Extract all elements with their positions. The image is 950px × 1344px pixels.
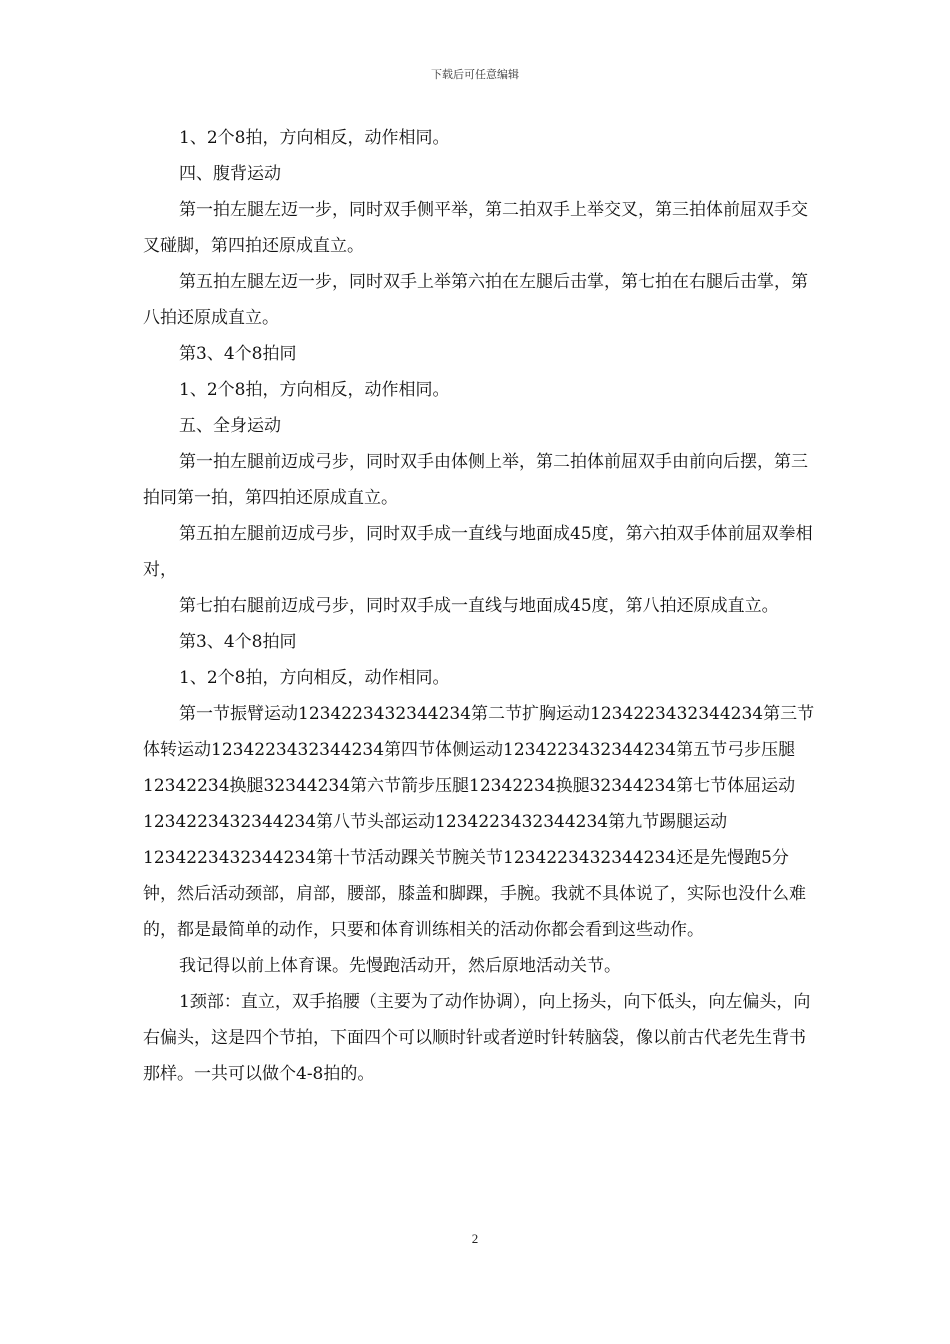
page-number: 2 (471, 1231, 479, 1246)
paragraph: 第一节振臂运动1234223432344234第二节扩胸运动1234223432344234第三节体转运动1234223432344234第四节体侧运动1234223432344234第五节弓步压腿12342234换腿32344234第六节箭步压腿12342234换腿32344234第七节体屈运动1234223432344234第八节头部运动1234223432344234第九节踢腿运动1234223432344234第十节活动踝关节腕关节1234223432344234还是先慢跑5分钟，然后活动颈部，肩部，腰部，膝盖和脚踝，手腕。我就不具体说了，实际也没什么难的，都是最简单的动作，只要和体育训练相关的活动你都会看到这些动作。 (143, 704, 815, 940)
section-heading: 四、腹背运动 (179, 164, 281, 184)
paragraph: 1颈部：直立，双手掐腰（主要为了动作协调），向上扬头，向下低头，向左偏头，向右偏头，这是四个节拍，下面四个可以顺时针或者逆时针转脑袋，像以前古代老先生背书那样。一共可以做个4-8拍的。 (143, 992, 811, 1084)
paragraph: 第一拍左腿前迈成弓步，同时双手由体侧上举，第二拍体前屈双手由前向后摆，第三拍同第一拍，第四拍还原成直立。 (143, 452, 808, 508)
page-header: 下载后可任意编辑 (431, 68, 519, 81)
paragraph: 第3、4个8拍同 (179, 344, 297, 364)
document-body (143, 120, 815, 1092)
paragraph: 1、2个8拍，方向相反，动作相同。 (179, 380, 450, 400)
paragraph: 第3、4个8拍同 (179, 632, 297, 652)
paragraph: 第五拍左腿左迈一步，同时双手上举第六拍在左腿后击掌，第七拍在右腿后击掌，第八拍还原成直立。 (143, 272, 808, 328)
paragraph: 我记得以前上体育课。先慢跑活动开，然后原地活动关节。 (179, 956, 621, 976)
section-heading: 五、全身运动 (179, 416, 281, 436)
paragraph: 第一拍左腿左迈一步，同时双手侧平举，第二拍双手上举交叉，第三拍体前屈双手交叉碰脚，第四拍还原成直立。 (143, 200, 808, 256)
paragraph: 第七拍右腿前迈成弓步，同时双手成一直线与地面成45度，第八拍还原成直立。 (179, 596, 779, 616)
paragraph: 第五拍左腿前迈成弓步，同时双手成一直线与地面成45度，第六拍双手体前屈双拳相对， (143, 524, 813, 580)
paragraph: 1、2个8拍，方向相反，动作相同。 (179, 128, 450, 148)
paragraph: 1、2个8拍，方向相反，动作相同。 (179, 668, 450, 688)
